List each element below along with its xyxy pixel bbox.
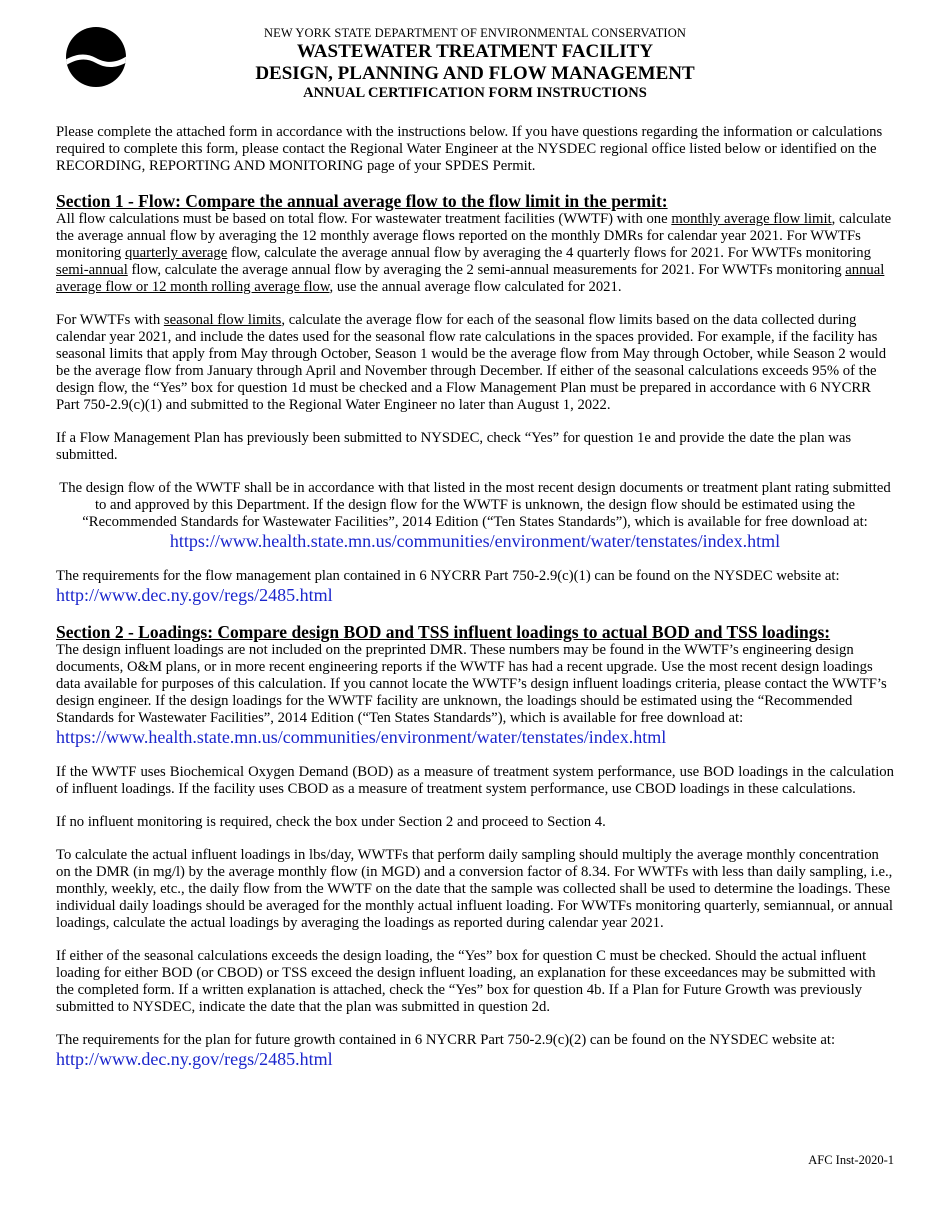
section-2-heading: Section 2 - Loadings: Compare design BOD and TSS influent loadings to actual BOD and TSS loadings:: [56, 622, 831, 642]
form-subtitle: ANNUAL CERTIFICATION FORM INSTRUCTIONS: [303, 84, 647, 101]
section-1-paragraph-2: [56, 312, 894, 414]
text-run: The design influent loadings are not included on the preprinted DMR. These numbers may be found in the WWTF’s engineering design documents, O&M plans, or in more recent engineering reports if the WWTF has had a recent upgrade. Use the most recent design loadings data available for purposes of this calculation. If you cannot locate the WWTF’s design influent loadings criteria, please contact the WWTF’s design engineer. If the design loadings for the WWTF facility are unknown, the loadings should be estimated using the “Recommended Standards for Wastewater Facilities”, 2014 Edition (“Ten States Standards”), which is available for free download at:: [56, 642, 887, 726]
text-run: All flow calculations must be based on total flow. For wastewater treatment facilities (WWTF) with one: [56, 211, 672, 227]
text-run: , calculate the average flow for each of the seasonal flow limits based on the data collected during calendar year 2021, and include the dates used for the seasonal flow rate calculations in the spaces provided. For example, if the facility has seasonal limits that apply from May through October, Season 1 would be the average flow from May through October, while Season 2 would be the average flow from January through April and November through December. If either of the seasonal calculations exceeds 95% of the design flow, the “Yes” box for question 1d must be checked and a Flow Management Plan must be prepared in accordance with 6 NYCRR Part 750-2.9(c)(1) and submitted to the Regional Water Engineer no later than August 1, 2022.: [56, 312, 887, 413]
section-1-paragraph-4: [56, 480, 894, 552]
section-2-paragraph-5: If either of the seasonal calculations exceeds the design loading, the “Yes” box for question C must be checked. Should the actual influent loading for either BOD (or CBOD) or TSS exceed the design influent loading, an explanation for these exceedances may be submitted with the completed form. If a written explanation is attached, check the “Yes” box for question 4b. If a Plan for Future Growth was previously submitted to NYSDEC, indicate the date that the plan was submitted in question 2d.: [56, 948, 876, 1015]
nysdec-logo-icon: [65, 26, 127, 88]
ten-states-link[interactable]: https://www.health.state.mn.us/communities/environment/water/tenstates/index.html: [56, 727, 667, 747]
text-run: , calculate the average annual flow by averaging the 12 monthly average flows reported on the monthly DMRs for calendar year 2021. For WWTFs monitoring: [56, 211, 892, 261]
title-line-1: WASTEWATER TREATMENT FACILITY: [296, 40, 654, 62]
text-run: flow, calculate the average annual flow by averaging the 2 semi-annual measurements for 2021. For WWTFs monitoring: [127, 262, 846, 278]
intro-paragraph: Please complete the attached form in accordance with the instructions below. If you have questions regarding the information or calculations required to complete this form, please contact the Regional Water Engineer at the NYSDEC regional office listed below or identified on the RECORDING, REPORTING AND MONITORING page of your SPDES Permit.: [56, 124, 883, 174]
section-2-paragraph-6: [56, 1032, 894, 1070]
section-1-paragraph-3: If a Flow Management Plan has previously been submitted to NYSDEC, check “Yes” for question 1e and provide the date the plan was submitted.: [56, 430, 852, 463]
text-run: flow, calculate the average annual flow by averaging the 4 quarterly flows for 2021. For WWTFs monitoring: [227, 245, 871, 261]
underlined-term: quarterly average: [124, 245, 228, 261]
text-run: The design flow of the WWTF shall be in accordance with that listed in the most recent design documents or treatment plant rating submitted to and approved by this Department. If the design flow for the WWTF is unknown, the design flow should be estimated using the “Recommended Standards for Wastewater Facilities”, 2014 Edition (“Ten States Standards”), which is available for free download at:: [59, 480, 891, 530]
text-run: For WWTFs with: [56, 312, 164, 328]
section-1-paragraph-5: [56, 568, 894, 606]
document-body: [56, 124, 894, 1070]
section-2-paragraph-4: To calculate the actual influent loadings in lbs/day, WWTFs that perform daily sampling should multiply the average monthly concentration on the DMR (in mg/l) by the average monthly flow (in MGD) and a conversion factor of 8.34. For WWTFs with less than daily sampling, i.e., monthly, weekly, etc., the daily flow from the WWTF on the date that the sample was collected shall be used to determine the loadings. These individual daily loadings should be averaged for the monthly actual influent loading. For WWTFs monitoring quarterly, semiannual, or annual loadings, calculate the actual loadings by averaging the loadings as reported during calendar year 2021.: [56, 847, 893, 931]
section-2-paragraph-1: [56, 642, 894, 748]
text-run: The requirements for the plan for future growth contained in 6 NYCRR Part 750-2.9(c)(2) can be found on the NYSDEC website at:: [56, 1032, 836, 1048]
section-2-paragraph-3: If no influent monitoring is required, check the box under Section 2 and proceed to Section 4.: [56, 814, 606, 830]
document-header: [200, 27, 750, 102]
ten-states-link[interactable]: https://www.health.state.mn.us/communities/environment/water/tenstates/index.html: [169, 531, 781, 551]
nysdec-regs-link[interactable]: http://www.dec.ny.gov/regs/2485.html: [56, 1049, 333, 1069]
text-run: , use the annual average flow calculated for 2021.: [329, 279, 622, 295]
underlined-term: semi-annual: [56, 262, 128, 278]
text-run: The requirements for the flow management plan contained in 6 NYCRR Part 750-2.9(c)(1) can be found on the NYSDEC website at:: [56, 568, 840, 584]
form-id-footer: AFC Inst-2020-1: [808, 1153, 894, 1167]
title-line-2: DESIGN, PLANNING AND FLOW MANAGEMENT: [255, 62, 695, 84]
agency-name: NEW YORK STATE DEPARTMENT OF ENVIRONMENTAL CONSERVATION: [264, 26, 686, 40]
section-2-paragraph-2: If the WWTF uses Biochemical Oxygen Demand (BOD) as a measure of treatment system performance, use BOD loadings in the calculation of influent loadings. If the facility uses CBOD as a measure of treatment system performance, use CBOD loadings in these calculations.: [56, 764, 894, 797]
underlined-term: annual average flow or 12 month rolling average flow: [56, 262, 885, 295]
underlined-term: seasonal flow limits: [163, 312, 282, 328]
section-1-heading: Section 1 - Flow: Compare the annual average flow to the flow limit in the permit:: [56, 191, 668, 211]
nysdec-regs-link[interactable]: http://www.dec.ny.gov/regs/2485.html: [56, 585, 333, 605]
underlined-term: monthly average flow limit: [671, 211, 832, 227]
section-1-paragraph-1: [56, 211, 894, 296]
